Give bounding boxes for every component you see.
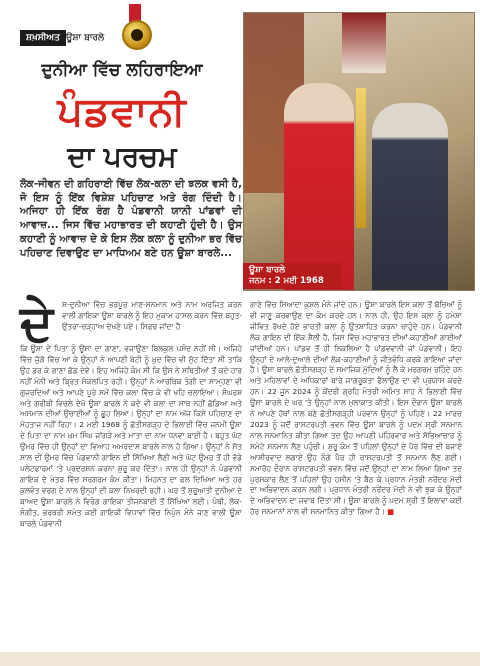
body-column2-text: ਗਾਣੇ ਵਿੱਚ ਸਿਆਦਾ ਕੁਸ਼ਲ ਮੰਨੇ ਜਾਂਦੇ ਹਨ। ਊਸ਼ਾ ਬਾਰਲੇ ਇਸ ਕਲਾ ਤੋਂ ਬੱਚਿਆਂ ਨੂੰ ਵੀ ਜਾਣੂ ਕਰਵਾਉਣ ਦਾ ਕੰਮ ਕਰਦੇ ਹਨ। ਨਾਲ ਹੀ, ਉਹ ਇਸ ਕਲਾ ਨੂੰ ਹਮੇਸ਼ਾ ਜੀਵਿਤ ਰੱਖਦੇ ਹੋਏ ਭਾਰਤੀ ਕਲਾ ਨੂੰ ਉਤਸ਼ਾਹਿਤ ਕਰਨਾ ਚਾਹੁੰਦੇ ਹਨ। ਪੰਡਵਾਨੀ ਲੋਕ ਗਾਇਨ ਦੀ ਇੱਕ ਸ਼ੈਲੀ ਹੈ, ਜਿਸ ਵਿੱਚ ਮਹਾਭਾਰਤ ਦੀਆਂ ਕਹਾਣੀਆਂ ਗਾਈਆਂ ਜਾਂਦੀਆਂ ਹਨ। ਪਾਂਡਵ ਤੋਂ ਹੀ ਨਿਕਲਿਆ ਹੈ ਪਾਂਡਵਵਾਨੀ ਜਾਂ ਪੰਡਵਾਨੀ। ਇਹ ਉਨ੍ਹਾਂ ਦੇ ਆਲੇ-ਦੁਆਲੇ ਦੀਆਂ ਲੋਕ-ਕਹਾਣੀਆਂ ਨੂੰ ਜੀਤਵੰਧਿ ਕਰਕੇ ਗਾਇਆ ਜਾਂਦਾ ਹੈ। ਊਸ਼ਾ ਬਾਰਲੇ ਛੱਤੀਸਗੜ੍ਹ ਦੇ ਸਮਾਜਿਕ ਮੁੱਦਿਆਂ ਨੂੰ ਲੈ ਕੇ ਮਰਗਰਮ ਰਹਿੰਦੇ ਹਨ ਅਤੇ ਮਹਿਲਾਵਾਂ ਦੇ ਅਧਿਕਾਰਾਂ ਬਾਰੇ ਜਾਗਰੂਕਤਾ ਫੈਲਾਉਣ ਦਾ ਵੀ ਪ੍ਰਯਾਸ ਕਰਦੇ ਹਨ। 22 ਜੂਨ 2024 ਨੂੰ ਕੇਂਦਰੀ ਗ੍ਰਹਿ ਮੰਤਰੀ ਅਮਿਤ ਸ਼ਾਹ ਨੇ ਭਿਲਾਈ ਵਿੱਚ ਊਸ਼ਾ ਬਾਰਲੇ ਦੇ ਘਰ 'ਤੇ ਉਨ੍ਹਾਂ ਨਾਲ ਮੁਲਾਕਾਤ ਕੀਤੀ। ਇਸ ਦੌਰਾਨ ਊਸ਼ਾ ਬਾਰਲੇ ਨੇ ਆਪਣੇ ਹੱਥਾਂ ਨਾਲ ਬਣੇ ਛੱਤੀਸਗੜ੍ਹੀ ਪਰਵਾਨ ਉਨ੍ਹਾਂ ਨੂੰ ਪਹਿਣੇ। 22 ਮਾਰਚ 2023 ਨੂੰ ਜਦੋਂ ਰਾਸ਼ਟਰਪਤੀ ਭਵਨ ਵਿੱਚ ਊਸ਼ਾ ਬਾਰਲੇ ਨੂੰ ਪਦਮ ਸ਼੍ਰੀ ਸਨਮਾਨ ਨਾਲ ਸਨਮਾਨਿਤ ਕੀਤਾ ਗਿਆ ਤਦ ਉਹ ਆਪਣੀ ਪਹਿਰਵਾਰ ਅਤੇ ਸੱਭਿਆਚਾਰ ਨੂੰ ਸਮੇਟੇ ਸਨਮਾਨ ਲੈਣ ਪਹੁੰਚੀ। ਸ਼ੁਰੂ ਕੰਮ ਤੋਂ ਪਹਿਲਾਂ ਉਨ੍ਹਾਂ ਦੇ ਪੈਰ ਵਿੱਚ ਦੀ ਬਜਾਏ ਆਸ਼ੀਰਵਾਦ ਲਗਾਏ ਉਹ ਨੰਗੇ ਪੈਰ ਹੀ ਰਾਸ਼ਟਰਪਤੀ ਤੋਂ ਸਨਮਾਨ ਲੈਣ ਗਈ। ਸਮਾਰੋਹ ਦੌਰਾਨ ਰਾਸ਼ਟਰਪਤੀ ਭਵਨ ਵਿੱਚ ਜਦੋਂ ਉਨ੍ਹਾਂ ਦਾ ਨਾਮ ਲਿਆ ਗਿਆ ਤਦ ਪੁਰਸਕਾਰ ਲੈਣ ਤੋਂ ਪਹਿਲਾਂ ਉਹ ਹਸੀਨ 'ਤੇ ਬੈਠ ਕੇ ਪ੍ਰਧਾਨ ਮੰਤਰੀ ਨਰੇਂਦਰ ਮੋਦੀ ਦਾ ਅਭਿਵਾਦਨ ਕਰਨ ਲਗੀ। ਪ੍ਰਧਾਨ ਮੰਤਰੀ ਨਰੇਂਦਰ ਮੋਦੀ ਨੇ ਵੀ ਝੁਕ ਕੇ ਉਨ੍ਹਾਂ ਦੇ ਅਭਿਵਾਦਨ ਦਾ ਜਵਾਬ ਦਿੱਤਾ ਸੀ। ਊਸ਼ਾ ਬਾਰਲੇ ਨੂੰ ਪਦਮ ਸ਼੍ਰੀ ਤੋਂ ਇਲਾਵਾ ਕਈ ਹੋਰ ਸਨਮਾਨਾਂ ਨਾਲ ਵੀ ਸਨਮਾਨਿਤ ਕੀਤਾ ਗਿਆ ਹੈ। bbox=[250, 300, 462, 517]
headline-line3: ਦਾ ਪਰਚਮ bbox=[67, 140, 177, 173]
photo-person-right bbox=[372, 103, 448, 290]
photo-guard bbox=[342, 13, 386, 73]
page-footer-strip bbox=[0, 652, 480, 666]
intro-paragraph: ਲੋਕ-ਜੀਵਨ ਦੀ ਗਹਿਰਾਈ ਵਿੱਚ ਲੋਕ-ਕਲਾ ਦੀ ਝਲਕ ਵਸੀ ਹੈ, ਜੋ ਇਸ ਨੂੰ ਇੱਕ ਵਿਸ਼ੇਸ਼ ਪਹਿਚਾਣ ਅਤੇ ਰੰਗ ਦਿੰਦੀ ਹੈ। ਅਜਿਹਾ ਹੀ ਇੱਕ ਰੰਗ ਹੈ ਪੰਡਵਾਨੀ ਯਾਨੀ ਪਾਂਡਵਾਂ ਦੀ ਆਵਾਜ਼... ਜਿਸ ਵਿੱਚ ਮਹਾਭਾਰਤ ਦੀ ਕਹਾਣੀ ਹੁੰਦੀ ਹੈ। ਉਸ ਕਹਾਣੀ ਨੂੰ ਆਵਾਜ਼ ਦੇ ਕੇ ਇਸ ਲੋਕ ਕਲਾ ਨੂੰ ਦੁਨੀਆ ਭਰ ਵਿੱਚ ਪਹਿਚਾਣ ਦਿਵਾਉਣ ਦਾ ਮਾਧਿਅਮ ਬਣੇ ਹਨ ਊਸ਼ਾ ਬਾਰਲੇ... bbox=[20, 179, 242, 259]
photo-caption bbox=[243, 263, 341, 289]
caption-name: ਊਸ਼ਾ ਬਾਰਲੇ bbox=[249, 265, 285, 275]
photo-award bbox=[356, 88, 366, 228]
caption-born: ਜਨਮ : 2 ਮਈ 1968 bbox=[249, 276, 324, 286]
drop-cap: ਦੇ bbox=[20, 293, 54, 352]
body-column1-top: ਸ਼-ਦੁਨੀਆ ਵਿੱਚ ਭਰਪੂਰ ਮਾਣ-ਸਨਮਾਨ ਅਤੇ ਨਾਮ ਅਰਜਿਤ ਕਰਨ ਵਾਲੀ ਗਾਇਕਾ ਊਸ਼ਾ ਬਾਰਲੇ ਨੂੰ ਇਹ ਮੁਕਾਮ ਹਾਸਲ ਕਰਨ ਵਿੱਚ ਬਹੁਤ-ਉਤਰਾ-ਚੜ੍ਹਾਅ ਦੇਖਣੇ ਪਏ। ਸਿਫ਼ਰ ਜਾਂਦਾ ਹੈ bbox=[62, 300, 242, 331]
headline-line1: ਦੁਨੀਆ ਵਿੱਚ ਲਹਿਰਾਇਆ bbox=[41, 60, 203, 80]
photo-person-left bbox=[284, 83, 354, 290]
award-photo bbox=[243, 12, 475, 291]
end-mark: ■ bbox=[387, 507, 395, 517]
body-column2 bbox=[250, 300, 462, 646]
headline-line2: ਪੰਡਵਾਨੀ bbox=[57, 88, 187, 135]
topic-tag: ਊਸ਼ਾ ਬਾਰਲੇ bbox=[66, 33, 105, 43]
medal-disc bbox=[122, 20, 152, 50]
section-tag: ਸ਼ਖ਼ਸੀਅਤ bbox=[20, 30, 66, 46]
body-column1: ਕਿ ਊਸ਼ਾ ਦੇ ਪਿਤਾ ਨੂੰ ਊਸ਼ਾ ਦਾ ਗਾਣਾ, ਵਜਾਉਣਾ ਬਿਲਕੁਲ ਪਸੰਦ ਨਹੀਂ ਸੀ। ਅਜਿਹੇ ਵਿੱਚ ਜੁੱਗੋ ਵਿੱਚ ਆ ਕੇ ਉਨ੍ਹਾਂ ਨੇ ਆਪਣੀ ਬੇਟੀ ਨੂੰ ਖ਼ੁਦ ਵਿੱਚ ਵੀ ਸੁੱਟ ਦਿੱਤਾ ਸੀ ਤਾਕਿ ਉਹ ਡਰ ਕੇ ਗਾਣਾ ਛੱਡ ਦੇਵੇ। ਇਹ ਅਜਿਹੇ ਕੰਮ ਸੀ ਕਿ ਉਸ ਨੇ ਸਥਿਤੀਆਂ ਤੋਂ ਕਦੇ ਹਾਰ ਨਹੀਂ ਮੰਨੀ ਅਤੇ ਬ੍ਰਿਤ ਸੰਕਲਪਿਤ ਰਹੀ। ਉਨ੍ਹਾਂ ਨੇ ਆਰਥਿਕ ਤੰਗੀ ਦਾ ਸਾਮ੍ਹਣਾ ਵੀ ਗੁਜਰਦਿਆਂ ਅਤੇ ਆਪਣੇ ਪੂਰੇ ਸਮੇਂ ਵਿੱਚ ਕਲਾ ਵਿੱਚ ਕੇ ਵੀ ਖਹਿ ਚਲਾਇਆ। ਸੰਘਰਸ਼ ਅਤੇ ਗਰੀਬੀ ਵਿਚਲੇ ਦੇਖੋ ਊਸ਼ਾ ਬਾਰਲੇ ਨੇ ਕਦੇ ਵੀ ਕਲਾ ਦਾ ਸਾਥ ਨਹੀਂ ਛੱਡਿਆ ਅਤੇ ਅਸਮਾਨ ਦੀਆਂ ਉਚਾਈਆਂ ਨੂੰ ਛੂਹ ਲਿਆ। ਉਨ੍ਹਾਂ ਦਾ ਨਾਮ ਅੱਜ ਕਿਸੇ ਪਹਿਚਾਣ ਦਾ ਮੋਹਤਾਜ ਨਹੀਂ ਰਿਹਾ। 2 ਮਈ 1968 ਨੂੰ ਛੱਤੀਸਗੜ੍ਹ ਦੇ ਭਿਲਾਈ ਵਿੱਚ ਜਨਮੀ ਊਸ਼ਾ ਦੇ ਪਿਤਾ ਦਾ ਨਾਮ ਖ਼ਮ ਸਿੰਘ ਜਾਂਗੜੇ ਅਤੇ ਮਾਤਾ ਦਾ ਨਾਮ ਧਨਵਾ ਬਾਈ ਹੈ। ਬਹੁਤ ਘੱਟ ਉਮਰ ਵਿੱਚ ਹੀ ਉਨ੍ਹਾਂ ਦਾ ਵਿਆਹ ਅਮਰਦਾਸ ਬਾਰਲੇ ਨਾਲ ਹੋ ਗਿਆ। ਉਨ੍ਹਾਂ ਨੇ ਸੱਤ ਸਾਲ ਦੀ ਉਮਰ ਵਿੱਚ ਪੰਡਵਾਨੀ ਗਾਇਨ ਦੀ ਸਿੱਖਿਆ ਲੈਣੀ ਅਤੇ ਘੱਟ ਉਮਰ ਤੋਂ ਹੀ ਵੱਡੇ ਪਲੇਟਫਾਰਮਾਂ 'ਤੇ ਪ੍ਰਦਰਸ਼ਨ ਕਰਨਾ ਸ਼ੁਰੂ ਕਰ ਦਿੱਤਾ। ਨਾਲ ਹੀ ਉਨ੍ਹਾਂ ਨੇ ਪੰਡਵਾਨੀ ਗਾਇਕ ਦੇ ਖੇਤਰ ਵਿੱਚ ਸਰਗਰਮ ਕੰਮ ਕੀਤਾ। ਮਿਹਨਤ ਦਾ ਫਲ ਦਿਖਿਆ ਅਤੇ ਹਰ ਕੁਲਵੰਤ ਵਰਗ ਦੇ ਨਾਲ ਉਨ੍ਹਾਂ ਦੀ ਕਲਾ ਨਿਖਰਦੀ ਰਹੀ। ਘਰ ਤੋਂ ਸ਼ੁਰੂਆਤੀ ਦੁਨੀਆ ਦੇ ਬਾਅਦ ਊਸ਼ਾ ਬਾਰਲੇ ਨੇ ਵਿਰੰਗ ਗਾਇਕਾ ਤੀਜਨਬਾਈ ਤੋਂ ਸਿੱਖਿਆ ਲਈ। ਪੰਥੀ, ਲੋਕ-ਸੰਗੀਤ, ਭਰਥਰੀ ਸਮੇਤ ਕਈ ਗਾਇਕੀ ਵਿਧਾਵਾਂ ਵਿੱਚ ਨਿਪੁੰਨ ਮੰਨੇ ਜਾਣ ਵਾਲੀ ਊਸ਼ਾ ਬਾਰਲੇ ਪੰਡਵਾਨੀ bbox=[20, 344, 242, 528]
medal-icon bbox=[120, 4, 150, 58]
